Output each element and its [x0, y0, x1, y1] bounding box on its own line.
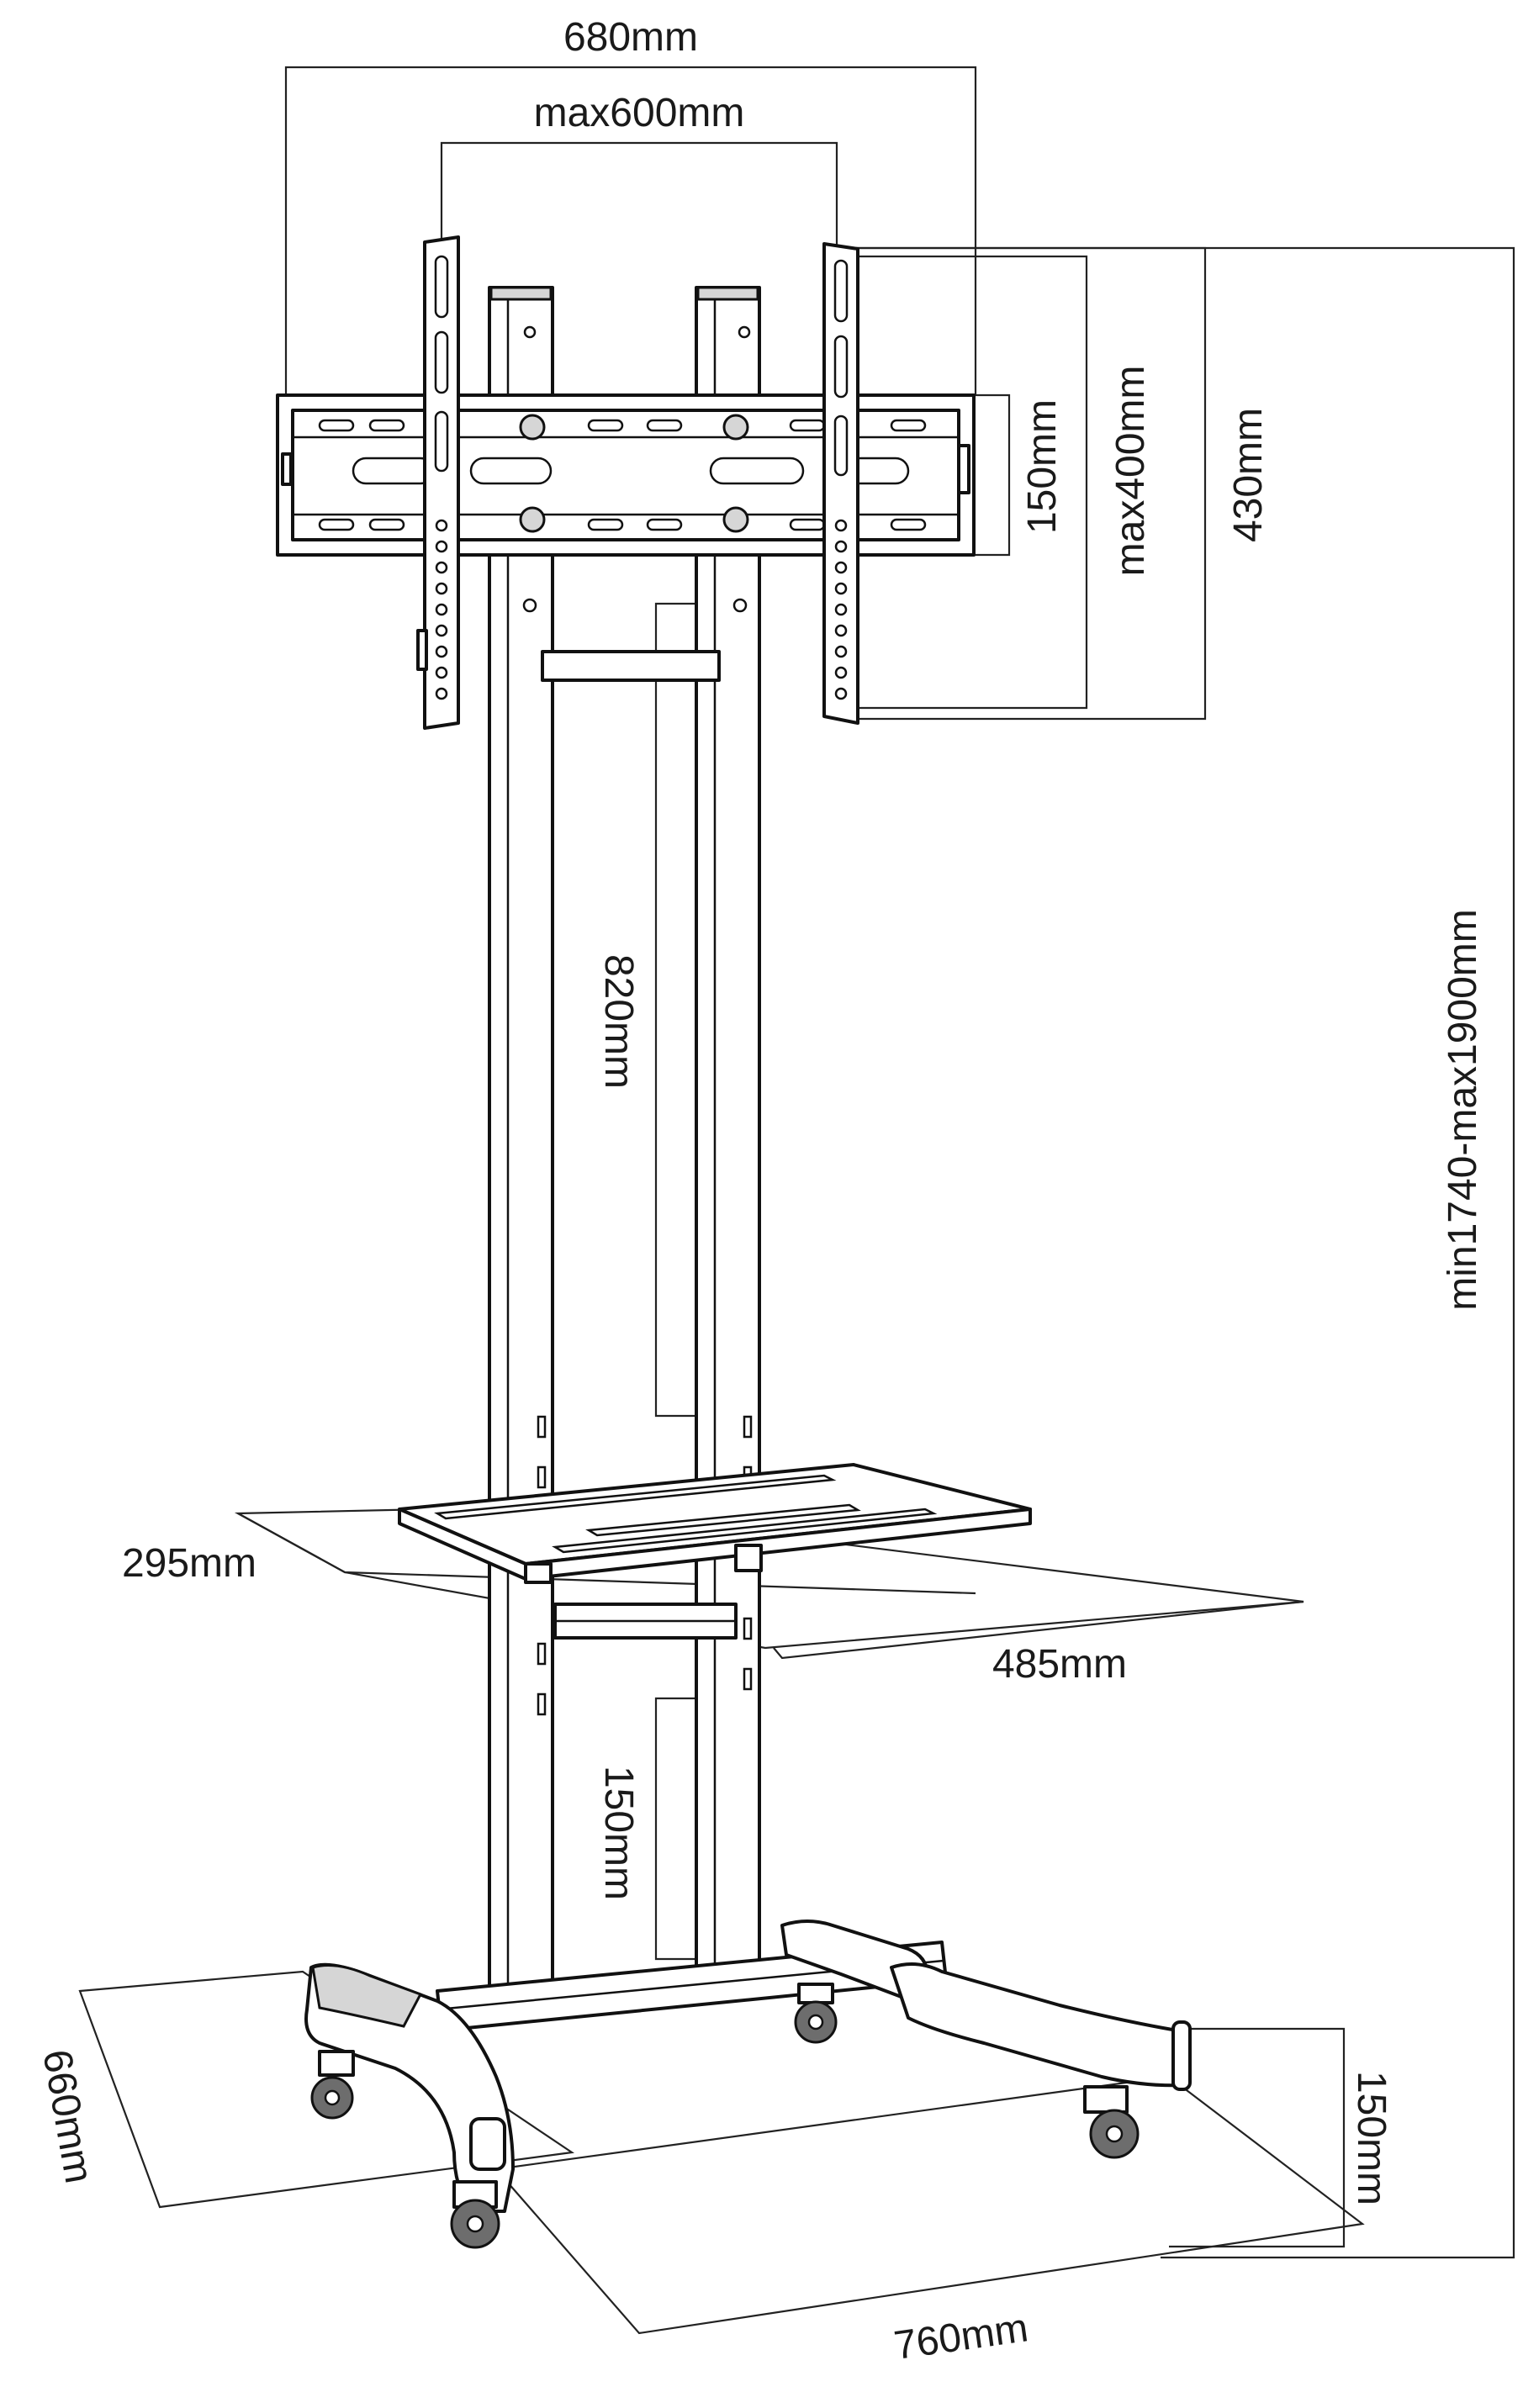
caster-2-hub: [468, 2216, 483, 2231]
plate-bolt-1: [521, 415, 544, 439]
pole-slot-6: [538, 1694, 545, 1714]
left-bracket-hole-2: [436, 541, 447, 552]
plate-slot-1: [353, 458, 433, 483]
plate-row-slot-4: [648, 420, 681, 430]
right-pole-hole: [739, 327, 749, 337]
right-leg-end: [1173, 2022, 1190, 2089]
dim-base-width-outline: [496, 2077, 1362, 2333]
label-shelf-depth: 295mm: [121, 1541, 257, 1586]
left-leg-end: [471, 2119, 505, 2169]
left-bracket-hole-4: [436, 584, 447, 594]
left-bracket-hole-7: [436, 647, 447, 657]
label-shelf-width: 485mm: [992, 1642, 1128, 1687]
left-bracket-hole-6: [436, 626, 447, 636]
right-bracket-hole-4: [836, 584, 846, 594]
plate-row-slot-9: [589, 520, 622, 530]
label-base-width: 760mm: [891, 2305, 1031, 2369]
plate-row-slot-3: [589, 420, 622, 430]
caster-4-mount: [1085, 2087, 1127, 2112]
right-bracket-hole-9: [836, 689, 846, 699]
caster-1-hub: [325, 2091, 339, 2104]
left-pole-cap: [491, 288, 551, 299]
pole-crossbar: [542, 652, 719, 680]
right-bracket-hole-8: [836, 668, 846, 678]
left-bracket-hole-1: [436, 520, 447, 531]
shelf-bracket-left: [526, 1564, 551, 1582]
label-total-width: 680mm: [563, 15, 699, 60]
caster-4-hub: [1107, 2126, 1122, 2141]
label-vesa-height: max400mm: [1108, 365, 1153, 577]
pole-slot-2: [538, 1467, 545, 1487]
caster-3-hub: [809, 2015, 822, 2029]
dim-ground-clearance-line: [1169, 2029, 1344, 2247]
label-pole-length: 820mm: [596, 953, 641, 1090]
label-bracket-height: 150mm: [1020, 399, 1065, 535]
plate-end-tab: [959, 446, 969, 493]
plate-row-slot-7: [320, 520, 353, 530]
left-bracket-slot-1: [436, 256, 447, 317]
left-bracket-clip: [418, 631, 426, 669]
right-bracket-hole-6: [836, 626, 846, 636]
right-bracket-hole-2: [836, 541, 846, 552]
plate-bolt-4: [724, 508, 748, 531]
right-base-leg: [891, 1964, 1186, 2085]
pole-slot-8: [744, 1669, 751, 1689]
right-bracket-slot-3: [835, 416, 847, 475]
right-bracket-slot-2: [835, 336, 847, 397]
left-bracket-hole-8: [436, 668, 447, 678]
right-bracket-hole-1: [836, 520, 846, 531]
plate-row-slot-1: [320, 420, 353, 430]
label-mount-height: 430mm: [1226, 407, 1271, 543]
right-pole-hole-lower: [734, 599, 746, 611]
plate-bolt-2: [724, 415, 748, 439]
pole-slot-7: [744, 1619, 751, 1639]
label-base-depth: 660mm: [34, 2046, 102, 2187]
plate-row-slot-2: [370, 420, 404, 430]
plate-end-tab-left: [283, 454, 291, 484]
pole-slot-5: [538, 1644, 545, 1664]
left-bracket-slot-3: [436, 412, 447, 471]
pole-slot-1: [538, 1417, 545, 1437]
caster-1-mount: [320, 2052, 353, 2075]
label-total-height: min1740-max1900mm: [1441, 909, 1485, 1311]
right-pole-cap: [698, 288, 758, 299]
label-vesa-width: max600mm: [533, 91, 745, 135]
plate-row-slot-10: [648, 520, 681, 530]
plate-row-slot-12: [891, 520, 925, 530]
plate-slot-3: [711, 458, 803, 483]
right-bracket-hole-5: [836, 605, 846, 615]
left-pole-hole-lower: [524, 599, 536, 611]
plate-row-slot-6: [891, 420, 925, 430]
plate-slot-2: [471, 458, 551, 483]
mounting-plate: [278, 395, 974, 555]
plate-bolt-3: [521, 508, 544, 531]
left-pole-hole: [525, 327, 535, 337]
label-ground-clearance: 150mm: [1349, 2070, 1393, 2206]
right-bracket-slot-1: [835, 261, 847, 321]
left-bracket-hole-5: [436, 605, 447, 615]
caster-3-mount: [799, 1984, 833, 2003]
right-bracket-hole-7: [836, 647, 846, 657]
plate-row-slot-11: [791, 520, 824, 530]
left-bracket-hole-9: [436, 689, 447, 699]
plate-row-slot-5: [791, 420, 824, 430]
plate-row-slot-8: [370, 520, 404, 530]
base: [306, 1921, 1190, 2211]
pole-slot-3: [744, 1417, 751, 1437]
label-shelf-adjust: 150mm: [596, 1765, 641, 1901]
left-bracket-hole-3: [436, 562, 447, 573]
shelf-bracket-right: [736, 1545, 761, 1571]
right-bracket-hole-3: [836, 562, 846, 573]
left-bracket-slot-2: [436, 332, 447, 393]
